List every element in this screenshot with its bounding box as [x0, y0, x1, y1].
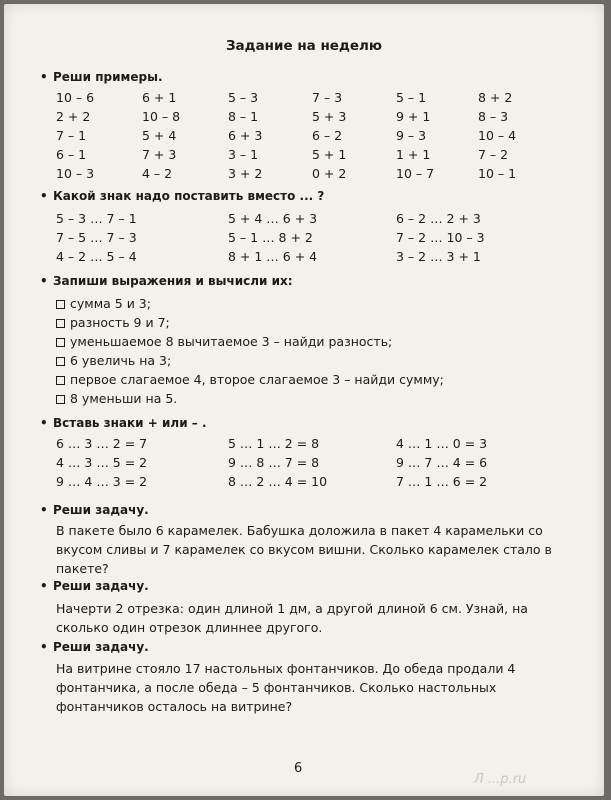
example-expression: 10 – 6 [56, 90, 95, 105]
section-heading-task1: • Реши задачу. [40, 503, 149, 517]
section-heading-examples: • Реши примеры. [40, 70, 163, 84]
example-expression: 8 – 1 [228, 109, 259, 124]
compare-expression: 7 – 2 … 10 – 3 [396, 230, 485, 245]
checkbox-square-icon [56, 395, 65, 404]
example-expression: 7 + 3 [142, 147, 177, 162]
signs-equation: 9 … 8 … 7 = 8 [228, 455, 320, 470]
example-expression: 1 + 1 [396, 147, 431, 162]
page-title: Задание на неделю [225, 38, 383, 54]
task3-text: На витрине стояло 17 настольных фонтанчиков. До обеда продали 4 фонтанчика, а после обеда – 5 фонтанчиков. Сколько настольных фонтанчиков осталось на витрине? [56, 661, 516, 714]
compare-expression: 5 + 4 … 6 + 3 [228, 211, 318, 226]
section-heading-expressions: • Запиши выражения и вычисли их: [40, 274, 293, 288]
compare-expression: 7 – 5 … 7 – 3 [56, 230, 137, 245]
signs-equation: 8 … 2 … 4 = 10 [228, 474, 328, 489]
compare-expression: 8 + 1 … 6 + 4 [228, 249, 318, 264]
example-expression: 4 – 2 [142, 166, 173, 181]
example-expression: 5 – 1 [396, 90, 427, 105]
example-expression: 6 – 1 [56, 147, 87, 162]
example-expression: 5 + 3 [312, 109, 347, 124]
section-heading-task3: • Реши задачу. [40, 640, 149, 654]
example-expression: 7 – 2 [478, 147, 509, 162]
task2-text: Начерти 2 отрезка: один длиной 1 дм, а другой длиной 6 см. Узнай, на сколько один отрезок длиннее другого. [56, 601, 528, 635]
signs-equation: 5 … 1 … 2 = 8 [228, 436, 320, 451]
example-expression: 10 – 8 [142, 109, 181, 124]
example-expression: 10 – 7 [396, 166, 435, 181]
example-expression: 8 – 3 [478, 109, 509, 124]
checkbox-square-icon [56, 338, 65, 347]
compare-expression: 5 – 3 … 7 – 1 [56, 211, 137, 226]
example-expression: 9 + 1 [396, 109, 431, 124]
compare-expression: 6 – 2 … 2 + 3 [396, 211, 481, 226]
example-expression: 10 – 3 [56, 166, 95, 181]
section-heading-task2: • Реши задачу. [40, 579, 149, 593]
example-expression: 8 + 2 [478, 90, 513, 105]
compare-expression: 3 – 2 … 3 + 1 [396, 249, 481, 264]
expression-item: разность 9 и 7; [56, 315, 170, 330]
example-expression: 7 – 1 [56, 128, 87, 143]
example-expression: 6 + 3 [228, 128, 263, 143]
example-expression: 7 – 3 [312, 90, 343, 105]
worksheet-page [4, 4, 604, 796]
compare-expression: 4 – 2 … 5 – 4 [56, 249, 137, 264]
expression-item: 8 уменьши на 5. [56, 391, 177, 406]
bullet: • [40, 70, 48, 84]
example-expression: 0 + 2 [312, 166, 347, 181]
example-expression: 3 – 1 [228, 147, 259, 162]
bullet: • [40, 189, 48, 203]
bullet: • [40, 416, 48, 430]
example-expression: 5 – 3 [228, 90, 259, 105]
compare-expression: 5 – 1 … 8 + 2 [228, 230, 313, 245]
page-number: 6 [294, 761, 303, 776]
section-heading-compare: • Какой знак надо поставить вместо ... ? [40, 189, 325, 203]
watermark: Л ...p.ru [474, 772, 527, 787]
signs-equation: 4 … 1 … 0 = 3 [396, 436, 488, 451]
bullet: • [40, 274, 48, 288]
bullet: • [40, 640, 48, 654]
signs-equation: 9 … 7 … 4 = 6 [396, 455, 488, 470]
signs-equation: 7 … 1 … 6 = 2 [396, 474, 488, 489]
example-expression: 3 + 2 [228, 166, 263, 181]
example-expression: 6 + 1 [142, 90, 177, 105]
example-expression: 2 + 2 [56, 109, 91, 124]
expression-item: 6 увеличь на 3; [56, 353, 171, 368]
example-expression: 5 + 4 [142, 128, 177, 143]
checkbox-square-icon [56, 300, 65, 309]
example-expression: 10 – 4 [478, 128, 517, 143]
expression-item: сумма 5 и 3; [56, 296, 151, 311]
signs-equation: 4 … 3 … 5 = 2 [56, 455, 148, 470]
expression-item: первое слагаемое 4, второе слагаемое 3 – найди сумму; [56, 372, 444, 387]
example-expression: 9 – 3 [396, 128, 427, 143]
bullet: • [40, 579, 48, 593]
example-expression: 6 – 2 [312, 128, 343, 143]
signs-equation: 6 … 3 … 2 = 7 [56, 436, 148, 451]
checkbox-square-icon [56, 376, 65, 385]
task1-text: В пакете было 6 карамелек. Бабушка доложила в пакет 4 карамельки со вкусом сливы и 7 карамелек со вкусом вишни. Сколько карамелек стало в пакете? [56, 523, 552, 576]
example-expression: 5 + 1 [312, 147, 347, 162]
expression-item: уменьшаемое 8 вычитаемое 3 – найди разность; [56, 334, 392, 349]
section-heading-signs: • Вставь знаки + или – . [40, 416, 207, 430]
bullet: • [40, 503, 48, 517]
signs-equation: 9 … 4 … 3 = 2 [56, 474, 148, 489]
example-expression: 10 – 1 [478, 166, 517, 181]
checkbox-square-icon [56, 319, 65, 328]
checkbox-square-icon [56, 357, 65, 366]
